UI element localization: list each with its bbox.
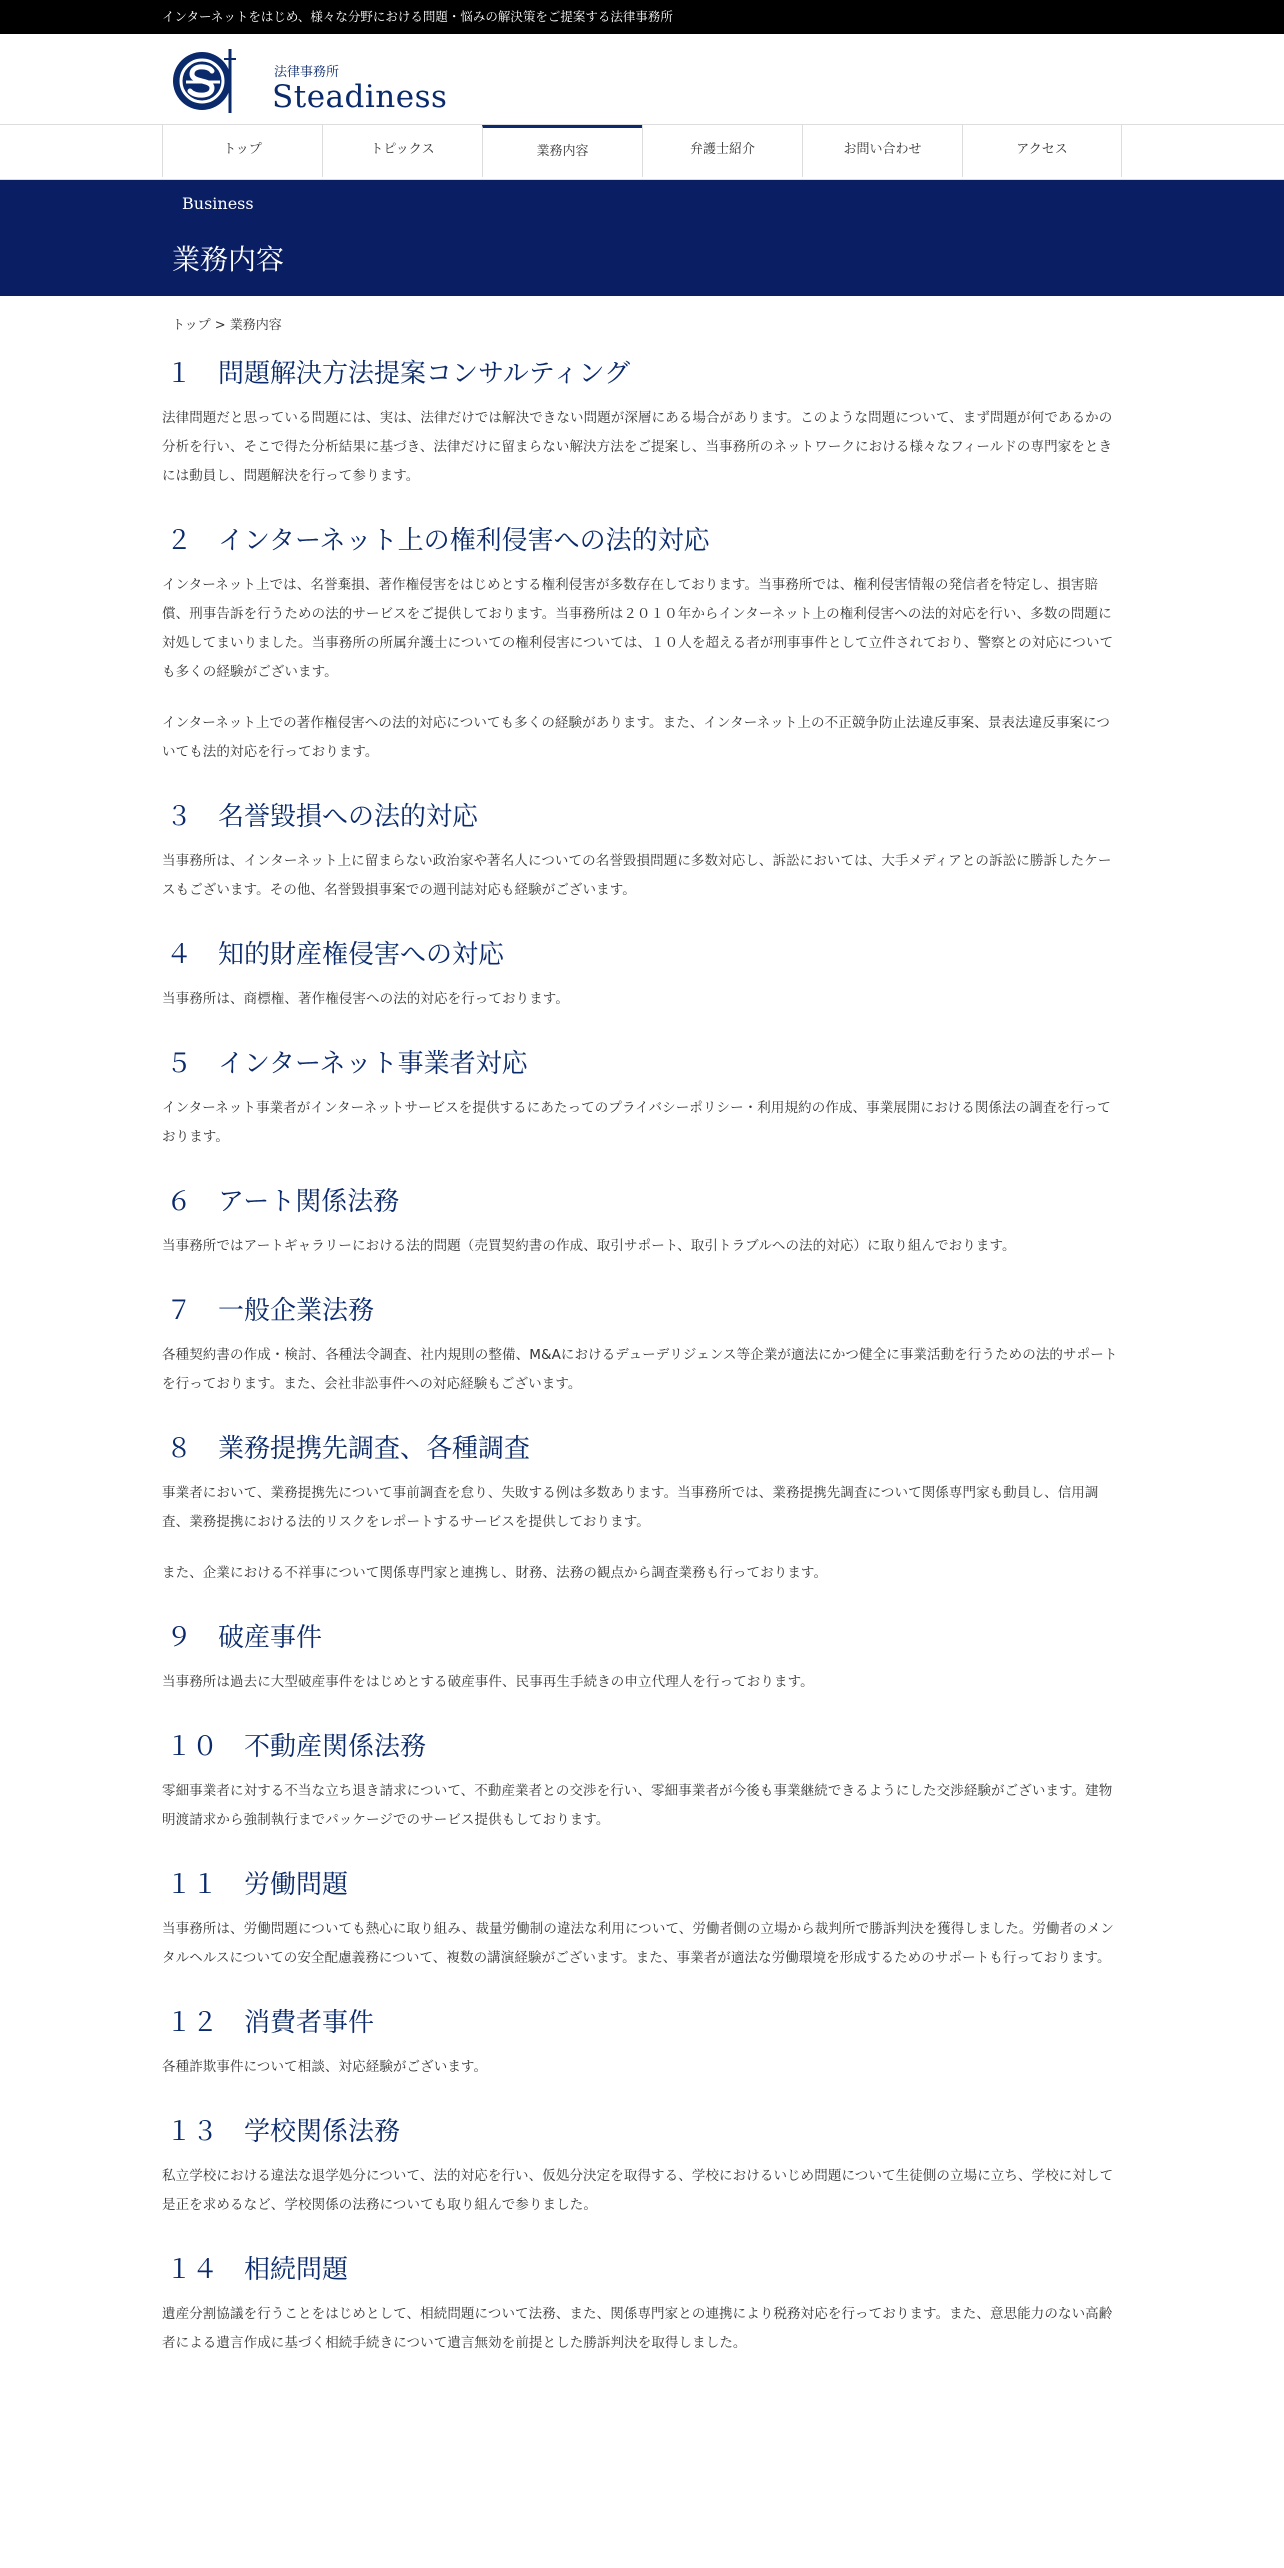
business-section [162,2250,1122,2358]
section-heading: ４ 知的財産権侵害への対応 [166,940,505,970]
top-bar [0,0,1284,34]
hero-english-label: Business [182,194,254,213]
business-section [162,2112,1122,2220]
business-section [162,354,1122,491]
section-paragraph: 事業者において、業務提携先について事前調査を怠り、失敗する例は多数あります。当事務所では、業務提携先調査について関係専門家も動員し、信用調査、業務提携における法的リスクをレポートするサービスを提供しております。 [162,1485,1099,1530]
section-paragraph: 当事務所は、労働問題についても熱心に取り組み、裁量労働制の違法な利用について、労働者側の立場から裁判所で勝訴判決を獲得しました。労働者のメンタルヘルスについての安全配慮義務について、複数の講演経験がございます。また、事業者が適法な労働環境を形成するためのサポートも行っております。 [162,1921,1114,1966]
breadcrumb-text[interactable]: トップ > 業務内容 [172,318,282,333]
business-section [162,1429,1122,1588]
section-heading: １ 問題解決方法提案コンサルティング [166,359,631,389]
business-section [162,797,1122,905]
section-heading: １２ 消費者事件 [166,2008,375,2038]
nav-item-top[interactable]: トップ [162,125,322,177]
section-paragraph: インターネット上では、名誉棄損、著作権侵害をはじめとする権利侵害が多数存在しております。当事務所では、権利侵害情報の発信者を特定し、損害賠償、刑事告訴を行うための法的サービスをご提供しております。当事務所は２０１０年からインターネット上の権利侵害への法的対応を行い、多数の問題に対処してまいりました。当事務所の所属弁護士についての権利侵害については、１０人を超える者が刑事事件として立件されており、警察との対応についても多くの経験がございます。 [162,577,1114,680]
section-paragraph: 当事務所は過去に大型破産事件をはじめとする破産事件、民事再生手続きの申立代理人を行っております。 [162,1674,814,1690]
nav-item-business[interactable]: 業務内容 [482,125,642,177]
business-section [162,521,1122,767]
section-paragraph: 当事務所は、商標権、著作権侵害への法的対応を行っております。 [162,991,569,1007]
site-tagline: インターネットをはじめ、様々な分野における問題・悩みの解決策をご提案する法律事務所 [162,9,673,24]
section-heading: ６ アート関係法務 [166,1187,400,1217]
page-title: 業務内容 [172,243,285,276]
section-paragraph: 各種契約書の作成・検討、各種法令調査、社内規則の整備、M&Aにおけるデューデリジェンス等企業が適法にかつ健全に事業活動を行うための法的サポートを行っております。また、会社非訟事件への対応経験もございます。 [162,1347,1118,1392]
business-section [162,1865,1122,1973]
logo-name: Steadiness [272,79,448,115]
section-paragraph: 法律問題だと思っている問題には、実は、法律だけでは解決できない問題が深層にある場合があります。このような問題について、まず問題が何であるかの分析を行い、そこで得た分析結果に基づき、法律だけに留まらない解決方法をご提案し、当事務所のネットワークにおける様々なフィールドの専門家をときには動員し、問題解決を行って参ります。 [162,410,1113,484]
nav-item-topics[interactable]: トピックス [322,125,482,177]
business-section [162,1618,1122,1697]
site-header [0,34,1284,124]
section-paragraph: インターネット事業者がインターネットサービスを提供するにあたってのプライバシーポリシー・利用規約の作成、事業展開における関係法の調査を行っております。 [162,1100,1111,1145]
business-section [162,935,1122,1014]
nav-item-contact[interactable]: お問い合わせ [802,125,962,177]
main-content [162,354,1122,2358]
page-hero [0,180,1284,296]
business-section [162,1044,1122,1152]
logo-emblem-icon [168,43,240,117]
section-heading: １４ 相続問題 [166,2255,349,2285]
section-heading: ２ インターネット上の権利侵害への法的対応 [166,526,710,556]
section-paragraph: 私立学校における違法な退学処分について、法的対応を行い、仮処分決定を取得する、学校におけるいじめ問題について生徒側の立場に立ち、学校に対して是正を求めるなど、学校関係の法務についても取り組んで参りました。 [162,2168,1114,2213]
section-paragraph: 当事務所は、インターネット上に留まらない政治家や著名人についての名誉毀損問題に多数対応し、訴訟においては、大手メディアとの訴訟に勝訴したケースもございます。その他、名誉毀損事案での週刊誌対応も経験がございます。 [162,853,1112,898]
business-section [162,1182,1122,1261]
logo-subtitle: 法律事務所 [274,65,340,80]
section-paragraph: 当事務所ではアートギャラリーにおける法的問題（売買契約書の作成、取引サポート、取引トラブルへの法的対応）に取り組んでおります。 [162,1238,1016,1254]
section-heading: ３ 名誉毀損への法的対応 [166,802,479,832]
section-paragraph: 遺産分割協議を行うことをはじめとして、相続問題について法務、また、関係専門家との連携により税務対応を行っております。また、意思能力のない高齢者による遺言作成に基づく相続手続きについて遺言無効を前提とした勝訴判決を取得しました。 [162,2306,1113,2351]
section-heading: ７ 一般企業法務 [166,1296,375,1326]
section-paragraph: 各種詐欺事件について相談、対応経験がございます。 [162,2059,488,2075]
global-nav [0,124,1284,180]
section-paragraph: また、企業における不祥事について関係専門家と連携し、財務、法務の観点から調査業務も行っております。 [162,1565,828,1581]
section-paragraph: 零細事業者に対する不当な立ち退き請求について、不動産業者との交渉を行い、零細事業者が今後も事業継続できるようにした交渉経験がございます。建物明渡請求から強制執行までパッケージでのサービス提供もしております。 [162,1783,1113,1828]
section-heading: １１ 労働問題 [166,1870,349,1900]
section-paragraph: インターネット上での著作権侵害への法的対応についても多くの経験があります。また、インターネット上の不正競争防止法違反事案、景表法違反事案についても法的対応を行っております。 [162,715,1110,760]
business-section [162,2003,1122,2082]
section-heading: ９ 破産事件 [166,1623,323,1653]
section-heading: １０ 不動産関係法務 [166,1732,427,1762]
section-heading: ５ インターネット事業者対応 [166,1049,528,1079]
section-heading: １３ 学校関係法務 [166,2117,401,2147]
breadcrumb [0,296,1284,354]
section-heading: ８ 業務提携先調査、各種調査 [166,1434,531,1464]
site-logo[interactable] [168,43,448,117]
business-section [162,1291,1122,1399]
nav-item-access[interactable]: アクセス [962,125,1122,177]
nav-item-lawyers[interactable]: 弁護士紹介 [642,125,802,177]
business-section [162,1727,1122,1835]
